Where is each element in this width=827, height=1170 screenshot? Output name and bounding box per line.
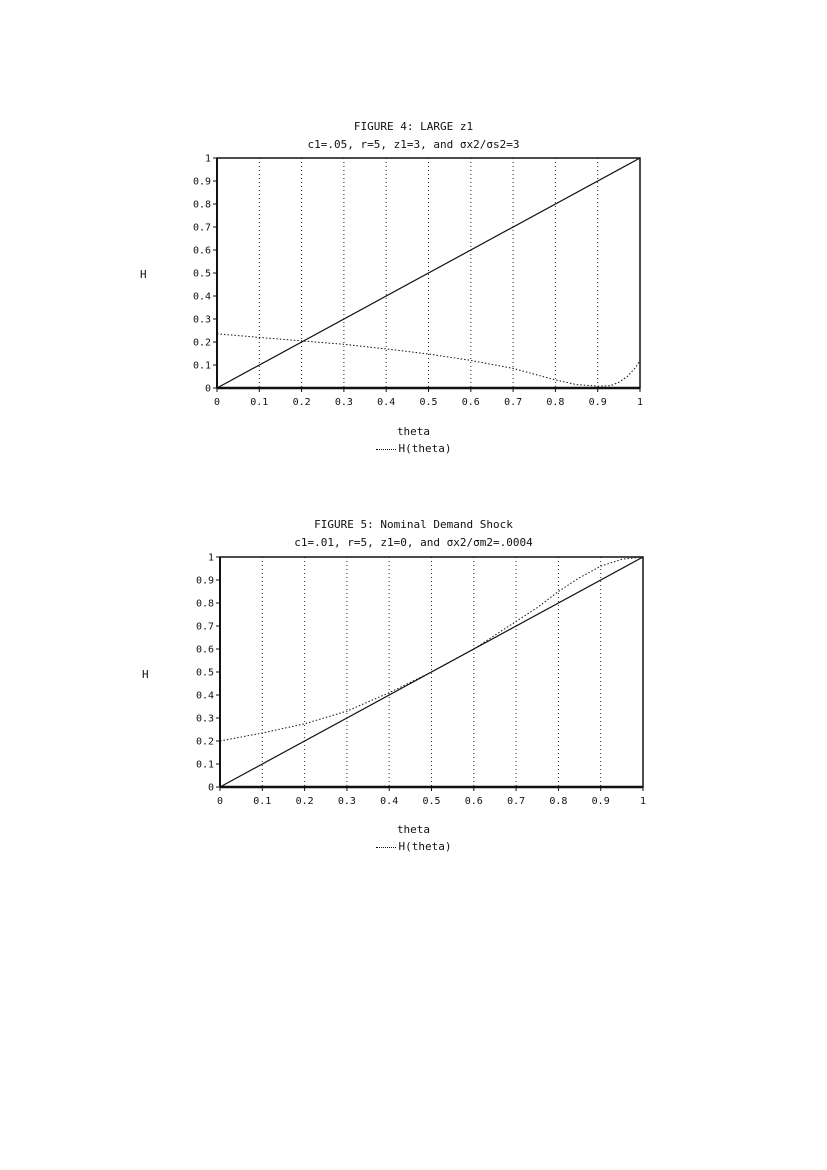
x-tick-label: 0.5 (419, 397, 438, 408)
y-tick-label: 0.3 (192, 314, 211, 326)
chart-subtitle: c1=.01, r=5, z1=0, and σx2/σm2=.0004 (294, 536, 533, 549)
y-tick-label: 0.5 (195, 667, 214, 679)
y-tick-label: 0.9 (195, 575, 214, 587)
y-tick-label: 0.6 (195, 644, 214, 656)
y-tick-label: 0.1 (195, 759, 214, 771)
y-tick-label: 0.1 (192, 360, 211, 372)
y-tick-label: 0.7 (195, 621, 214, 633)
y-tick-label: 0.6 (192, 245, 211, 257)
x-tick-label: 0.3 (334, 397, 353, 408)
x-tick-label: 0.4 (377, 397, 396, 408)
y-tick-label: 0.3 (195, 713, 214, 725)
x-tick-label: 0.4 (380, 796, 399, 807)
y-tick-label: 1 (204, 153, 211, 165)
series-line-45deg (220, 557, 643, 787)
x-tick-label: 0 (216, 796, 224, 807)
legend (0, 840, 827, 853)
x-tick-label: 0.8 (549, 796, 568, 807)
y-tick-label: 0 (207, 782, 214, 794)
y-axis-label: H (142, 668, 149, 681)
x-tick-label: 0 (213, 397, 221, 408)
x-tick-label: 0.7 (504, 397, 523, 408)
x-tick-label: 0.1 (250, 397, 269, 408)
x-tick-label: 0.2 (295, 796, 314, 807)
x-tick-label: 0.2 (292, 397, 311, 408)
legend-entry: H(theta) (398, 442, 452, 455)
y-tick-label: 0.4 (195, 690, 214, 702)
y-tick-label: 0.8 (192, 199, 211, 211)
x-axis-label: theta (396, 425, 431, 438)
y-tick-label: 0.2 (192, 337, 211, 349)
x-tick-label: 0.1 (253, 796, 272, 807)
y-tick-label: 0.2 (195, 736, 214, 748)
x-tick-label: 0.9 (591, 796, 610, 807)
legend-swatch-dotted (376, 847, 396, 848)
y-tick-label: 0 (204, 383, 211, 395)
chart-title: FIGURE 5: Nominal Demand Shock (314, 518, 513, 531)
y-tick-label: 0.7 (192, 222, 211, 234)
y-tick-label: 0.8 (195, 598, 214, 610)
x-tick-label: 0.7 (507, 796, 526, 807)
x-tick-label: 0.3 (337, 796, 356, 807)
chart-title: FIGURE 4: LARGE z1 (353, 120, 474, 133)
chart-subtitle: c1=.05, r=5, z1=3, and σx2/σs2=3 (307, 138, 520, 151)
x-tick-label: 0.9 (588, 397, 607, 408)
x-tick-label: 0.5 (422, 796, 441, 807)
x-tick-label: 0.8 (546, 397, 565, 408)
y-tick-label: 0.5 (192, 268, 211, 280)
y-tick-label: 0.9 (192, 176, 211, 188)
y-tick-label: 1 (207, 552, 214, 564)
y-axis-label: H (140, 268, 147, 281)
x-tick-label: 0.6 (461, 397, 480, 408)
x-axis-label: theta (396, 823, 431, 836)
legend-entry: H(theta) (398, 840, 452, 853)
x-tick-label: 1 (639, 796, 647, 807)
x-tick-label: 0.6 (464, 796, 483, 807)
x-tick-label: 1 (636, 397, 644, 408)
y-tick-label: 0.4 (192, 291, 211, 303)
